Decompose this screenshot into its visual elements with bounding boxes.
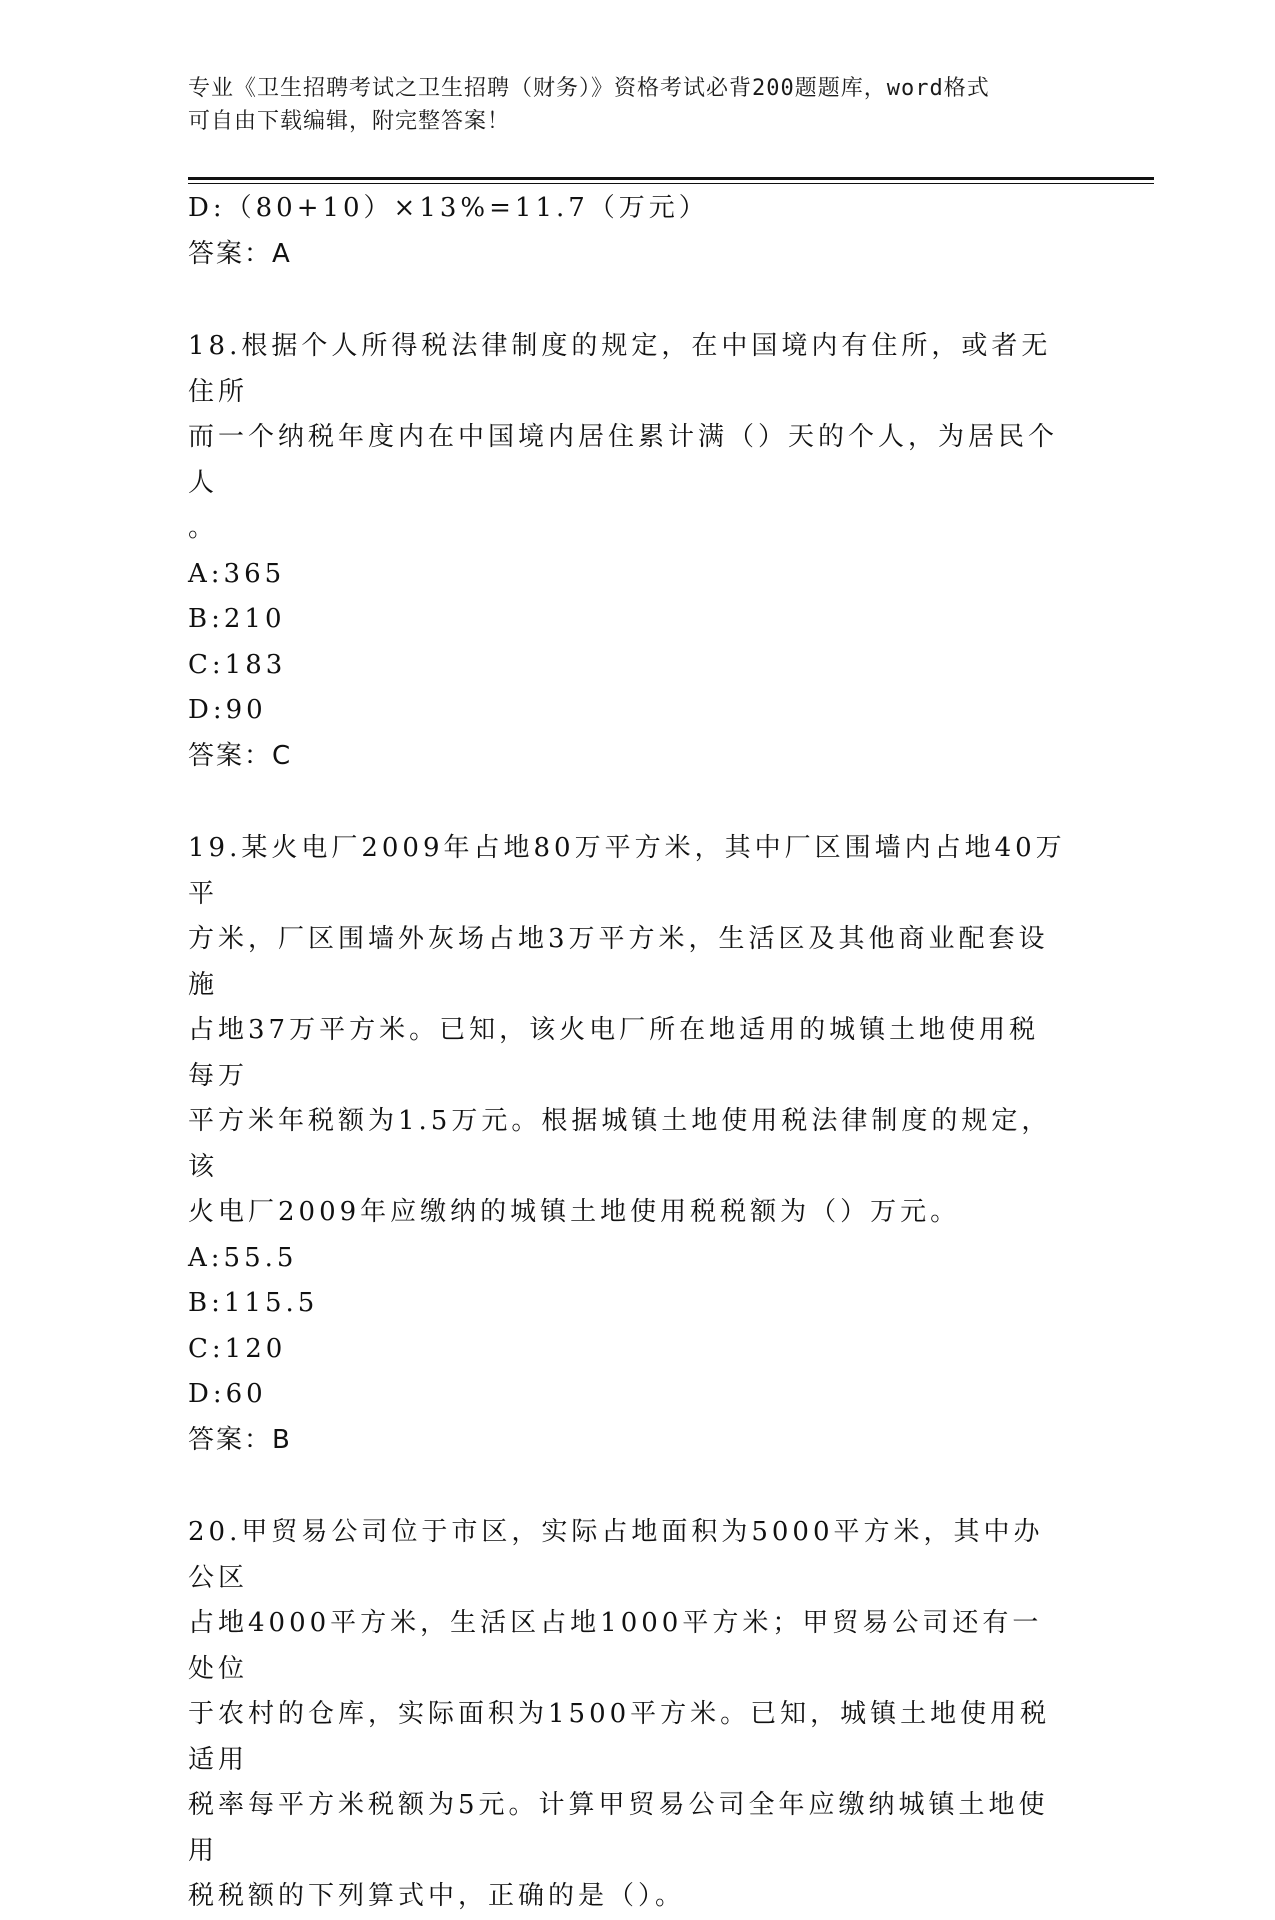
stem-line: 平方米年税额为1.5万元。根据城镇土地使用税法律制度的规定，该	[188, 1106, 1052, 1182]
option-a: A:55.5	[188, 1242, 298, 1273]
option-d: D:（80+10）×13%=11.7（万元）	[188, 193, 709, 223]
option-d: D:60	[188, 1379, 267, 1409]
option-c: C:183	[188, 649, 287, 680]
header-rule-thick	[188, 177, 1154, 180]
question-stem	[188, 1510, 1068, 1920]
option-c: C:120	[188, 1333, 287, 1364]
stem-line: 火电厂2009年应缴纳的城镇土地使用税税额为（）万元。	[188, 1197, 961, 1227]
option-b: B:210	[188, 604, 286, 634]
spacer	[188, 277, 1068, 324]
option-a: A:365	[188, 558, 286, 589]
stem-line: 税税额的下列算式中，正确的是（）。	[188, 1881, 686, 1911]
stem-line: 18.根据个人所得税法律制度的规定，在中国境内有住所，或者无住所	[188, 331, 1052, 407]
question-stem	[188, 324, 1068, 552]
stem-line: 19.某火电厂2009年占地80万平方米，其中厂区围墙内占地40万平	[188, 833, 1066, 909]
stem-line: 于农村的仓库，实际面积为1500平方米。已知，城镇土地使用税适用	[188, 1699, 1051, 1775]
stem-line: 税率每平方米税额为5元。计算甲贸易公司全年应缴纳城镇土地使用	[188, 1790, 1049, 1866]
option-d: D:90	[188, 695, 267, 725]
stem-line: 。	[188, 513, 219, 543]
question-20	[188, 1510, 1068, 1920]
spacer	[188, 779, 1068, 826]
spacer	[188, 1463, 1068, 1510]
answer-line: 答案：B	[188, 1424, 292, 1455]
option-b: B:115.5	[188, 1288, 319, 1318]
document-body	[188, 186, 1068, 1920]
question-18	[188, 324, 1068, 779]
header-rule-thin	[188, 183, 1154, 184]
answer-line: 答案：C	[188, 740, 293, 771]
stem-line: 占地37万平方米。已知，该火电厂所在地适用的城镇土地使用税每万	[188, 1015, 1040, 1091]
question-19	[188, 826, 1068, 1463]
header-line-2: 可自由下载编辑，附完整答案！	[188, 109, 511, 134]
stem-line: 占地4000平方米，生活区占地1000平方米；甲贸易公司还有一处位	[188, 1608, 1043, 1684]
answer-line: 答案：A	[188, 238, 292, 269]
header-line-1: 专业《卫生招聘考试之卫生招聘（财务）》资格考试必背200题题库，word格式	[188, 76, 990, 101]
document-header	[188, 72, 1088, 138]
stem-line: 而一个纳税年度内在中国境内居住累计满（）天的个人，为居民个人	[188, 422, 1059, 498]
question-stem	[188, 826, 1068, 1236]
stem-line: 方米，厂区围墙外灰场占地3万平方米，生活区及其他商业配套设施	[188, 924, 1049, 1000]
stem-line: 20.甲贸易公司位于市区，实际占地面积为5000平方米，其中办公区	[188, 1517, 1044, 1593]
prev-question-tail	[188, 186, 1068, 277]
